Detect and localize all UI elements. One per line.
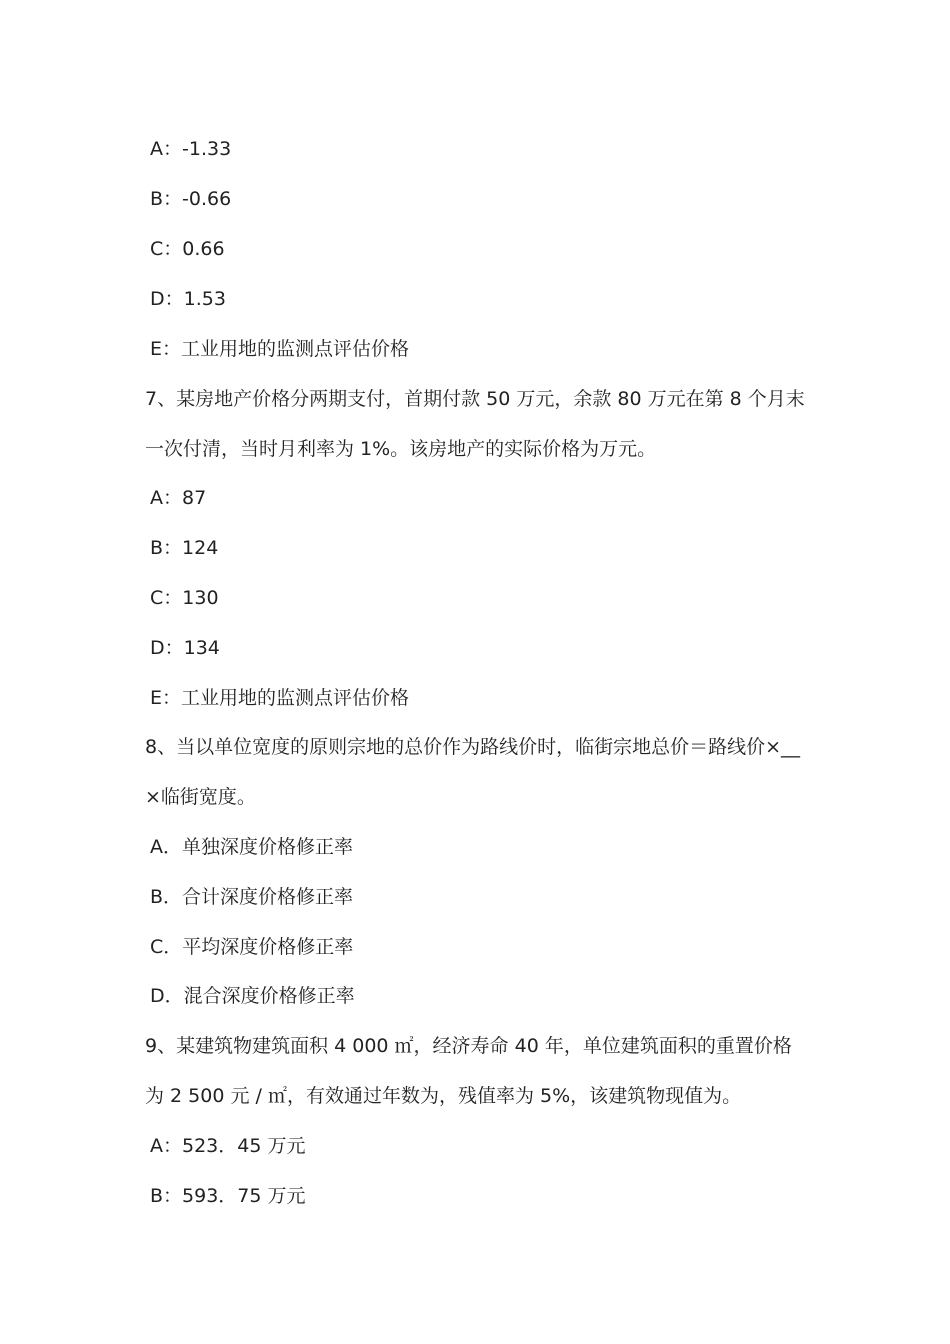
q9-text-line-1: 9、某建筑物建筑面积 4 000 ㎡，经济寿命 40 年，单位建筑面积的重置价格 (145, 1035, 792, 1057)
q7-text-line-2: 一次付清，当时月利率为 1%。该房地产的实际价格为万元。 (145, 438, 657, 460)
q7-text-line-1: 7、某房地产价格分两期支付，首期付款 50 万元，余款 80 万元在第 8 个月末 (145, 388, 805, 410)
q9-option-b: B：593．75 万元 (150, 1185, 306, 1207)
q6-option-c: C：0.66 (150, 238, 225, 260)
q9-text-line-2: 为 2 500 元 / ㎡，有效通过年数为，残值率为 5%，该建筑物现值为。 (145, 1085, 742, 1107)
q8-option-b: B．合计深度价格修正率 (150, 886, 354, 908)
q6-option-a: A：-1.33 (150, 138, 232, 160)
q7-option-e: E：工业用地的监测点评估价格 (150, 687, 410, 709)
q7-option-d: D：134 (150, 637, 220, 659)
q6-option-e: E：工业用地的监测点评估价格 (150, 338, 410, 360)
q9-option-a: A：523．45 万元 (150, 1135, 306, 1157)
q8-option-a: A．单独深度价格修正率 (150, 836, 353, 858)
q8-option-d: D．混合深度价格修正率 (150, 985, 355, 1007)
q8-text-line-1: 8、当以单位宽度的原则宗地的总价作为路线价时，临街宗地总价＝路线价×__ (145, 736, 801, 758)
q7-option-c: C：130 (150, 587, 219, 609)
q8-option-c: C．平均深度价格修正率 (150, 936, 354, 958)
q7-option-b: B：124 (150, 537, 219, 559)
q8-text-line-2: ×临街宽度。 (145, 786, 256, 808)
q6-option-b: B：-0.66 (150, 188, 232, 210)
q6-option-d: D：1.53 (150, 288, 226, 310)
q7-option-a: A：87 (150, 487, 207, 509)
